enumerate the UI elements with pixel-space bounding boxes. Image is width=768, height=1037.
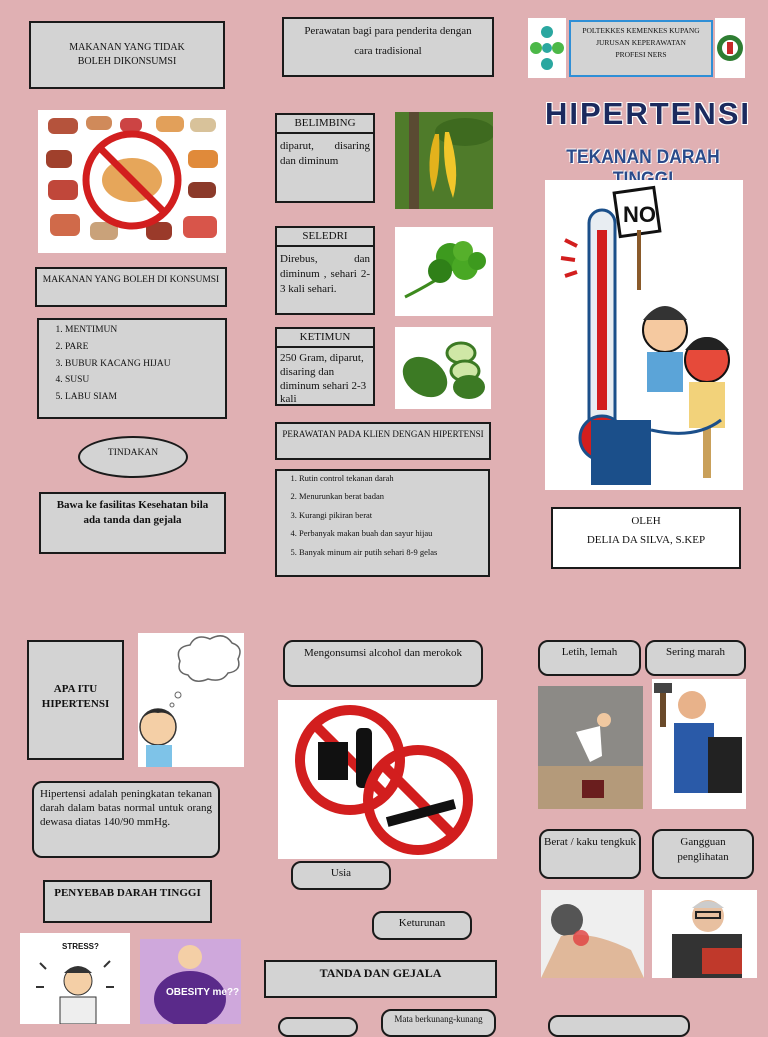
obesity-label: OBESITY me?? <box>166 987 240 998</box>
remedy-text: diparut, disaring dan diminum <box>280 140 370 167</box>
remedy-name: SELEDRI <box>277 228 373 247</box>
list-item: 5. LABU SIAM <box>65 391 221 404</box>
remedy-seledri <box>275 226 375 315</box>
symptom-fatigue: Letih, lemah <box>538 640 641 676</box>
list-item: 2. PARE <box>65 341 221 354</box>
client-care-list <box>275 469 490 577</box>
heredity-box: Keturunan <box>372 911 472 940</box>
angry-man-image <box>652 679 746 809</box>
signs-title: TANDA DAN GEJALA <box>264 960 497 998</box>
list-item: 1. Rutin control tekanan darah <box>299 473 486 484</box>
client-care-title: PERAWATAN PADA KLIEN DENGAN HIPERTENSI <box>275 422 491 460</box>
partial-box-right <box>548 1015 690 1037</box>
remedy-name: BELIMBING <box>277 115 373 134</box>
symptom-vision: Gangguan penglihatan <box>652 829 754 879</box>
action-oval: TINDAKAN <box>78 436 188 478</box>
institution-box: POLTEKKES KEMENKES KUPANG JURUSAN KEPERAWATAN PROFESI NERS <box>569 20 713 77</box>
neck-pain-image <box>541 890 644 978</box>
cucumber-image <box>395 327 491 409</box>
allowed-food-list <box>37 318 227 419</box>
hypertension-cartoon <box>545 180 743 490</box>
forbidden-food-title: MAKANAN YANG TIDAK BOLEH DIKONSUMSI <box>29 21 225 89</box>
list-item: 4. SUSU <box>65 374 221 387</box>
remedy-belimbing <box>275 113 375 203</box>
partial-box-left <box>278 1017 358 1037</box>
symptom-irritable: Sering marah <box>645 640 746 676</box>
what-is-hypertension-title: APA ITU HIPERTENSI <box>27 640 124 760</box>
thinking-boy-image <box>138 633 244 767</box>
definition-box: Hipertensi adalah peningkatan tekanan darah dalam batas normal untuk orang dewasa diatas 140/90 mmHg. <box>32 781 220 858</box>
remedy-text: Direbus, dan diminum , sehari 2-3 kali sehari. <box>280 253 370 295</box>
celery-image <box>395 227 493 316</box>
list-item: 4. Perbanyak makan buah dan sayur hijau <box>299 528 486 539</box>
poltekkes-logo <box>715 18 745 78</box>
eyes-box: Mata berkunang-kunang <box>381 1009 496 1037</box>
starfruit-image <box>395 112 493 209</box>
alcohol-smoking-box: Mengonsumsi alcohol dan merokok <box>283 640 483 687</box>
list-item: 1. MENTIMUN <box>65 324 221 337</box>
allowed-food-title: MAKANAN YANG BOLEH DI KONSUMSI <box>35 267 227 307</box>
subtitle: TEKANAN DARAH <box>566 147 720 168</box>
list-item: 2. Menurunkan berat badan <box>299 491 486 502</box>
main-title: HIPERTENSI <box>545 96 752 131</box>
traditional-care-title: Perawatan bagi para penderita dengan cara tradisional <box>282 17 494 77</box>
list-item: 3. BUBUR KACANG HIJAU <box>65 358 221 371</box>
list-item: 5. Banyak minum air putih sehari 8-9 gelas <box>299 547 486 558</box>
remedy-text: 250 Gram, diparut, disaring dan diminum sehari 2-3 kali <box>280 352 367 406</box>
causes-title: PENYEBAB DARAH TINGGI <box>43 880 212 923</box>
kemenkes-logo <box>528 18 566 78</box>
fatigue-image <box>538 686 643 809</box>
action-text: Bawa ke fasilitas Kesehatan bila ada tanda dan gejala <box>39 492 226 554</box>
forbidden-food-image <box>38 110 226 253</box>
author-box: OLEH DELIA DA SILVA, S.KEP <box>551 507 741 569</box>
no-alcohol-smoking-image <box>278 700 497 859</box>
age-box: Usia <box>291 861 391 890</box>
vision-problem-image <box>652 890 757 978</box>
no-sign-text: NO <box>623 202 656 227</box>
list-item: 3. Kurangi pikiran berat <box>299 510 486 521</box>
stress-image <box>20 933 130 1024</box>
stress-label: STRESS? <box>62 942 99 951</box>
remedy-name: KETIMUN <box>277 329 373 348</box>
obesity-image <box>140 939 241 1024</box>
symptom-stiff-neck: Berat / kaku tengkuk <box>539 829 641 879</box>
remedy-ketimun <box>275 327 375 406</box>
